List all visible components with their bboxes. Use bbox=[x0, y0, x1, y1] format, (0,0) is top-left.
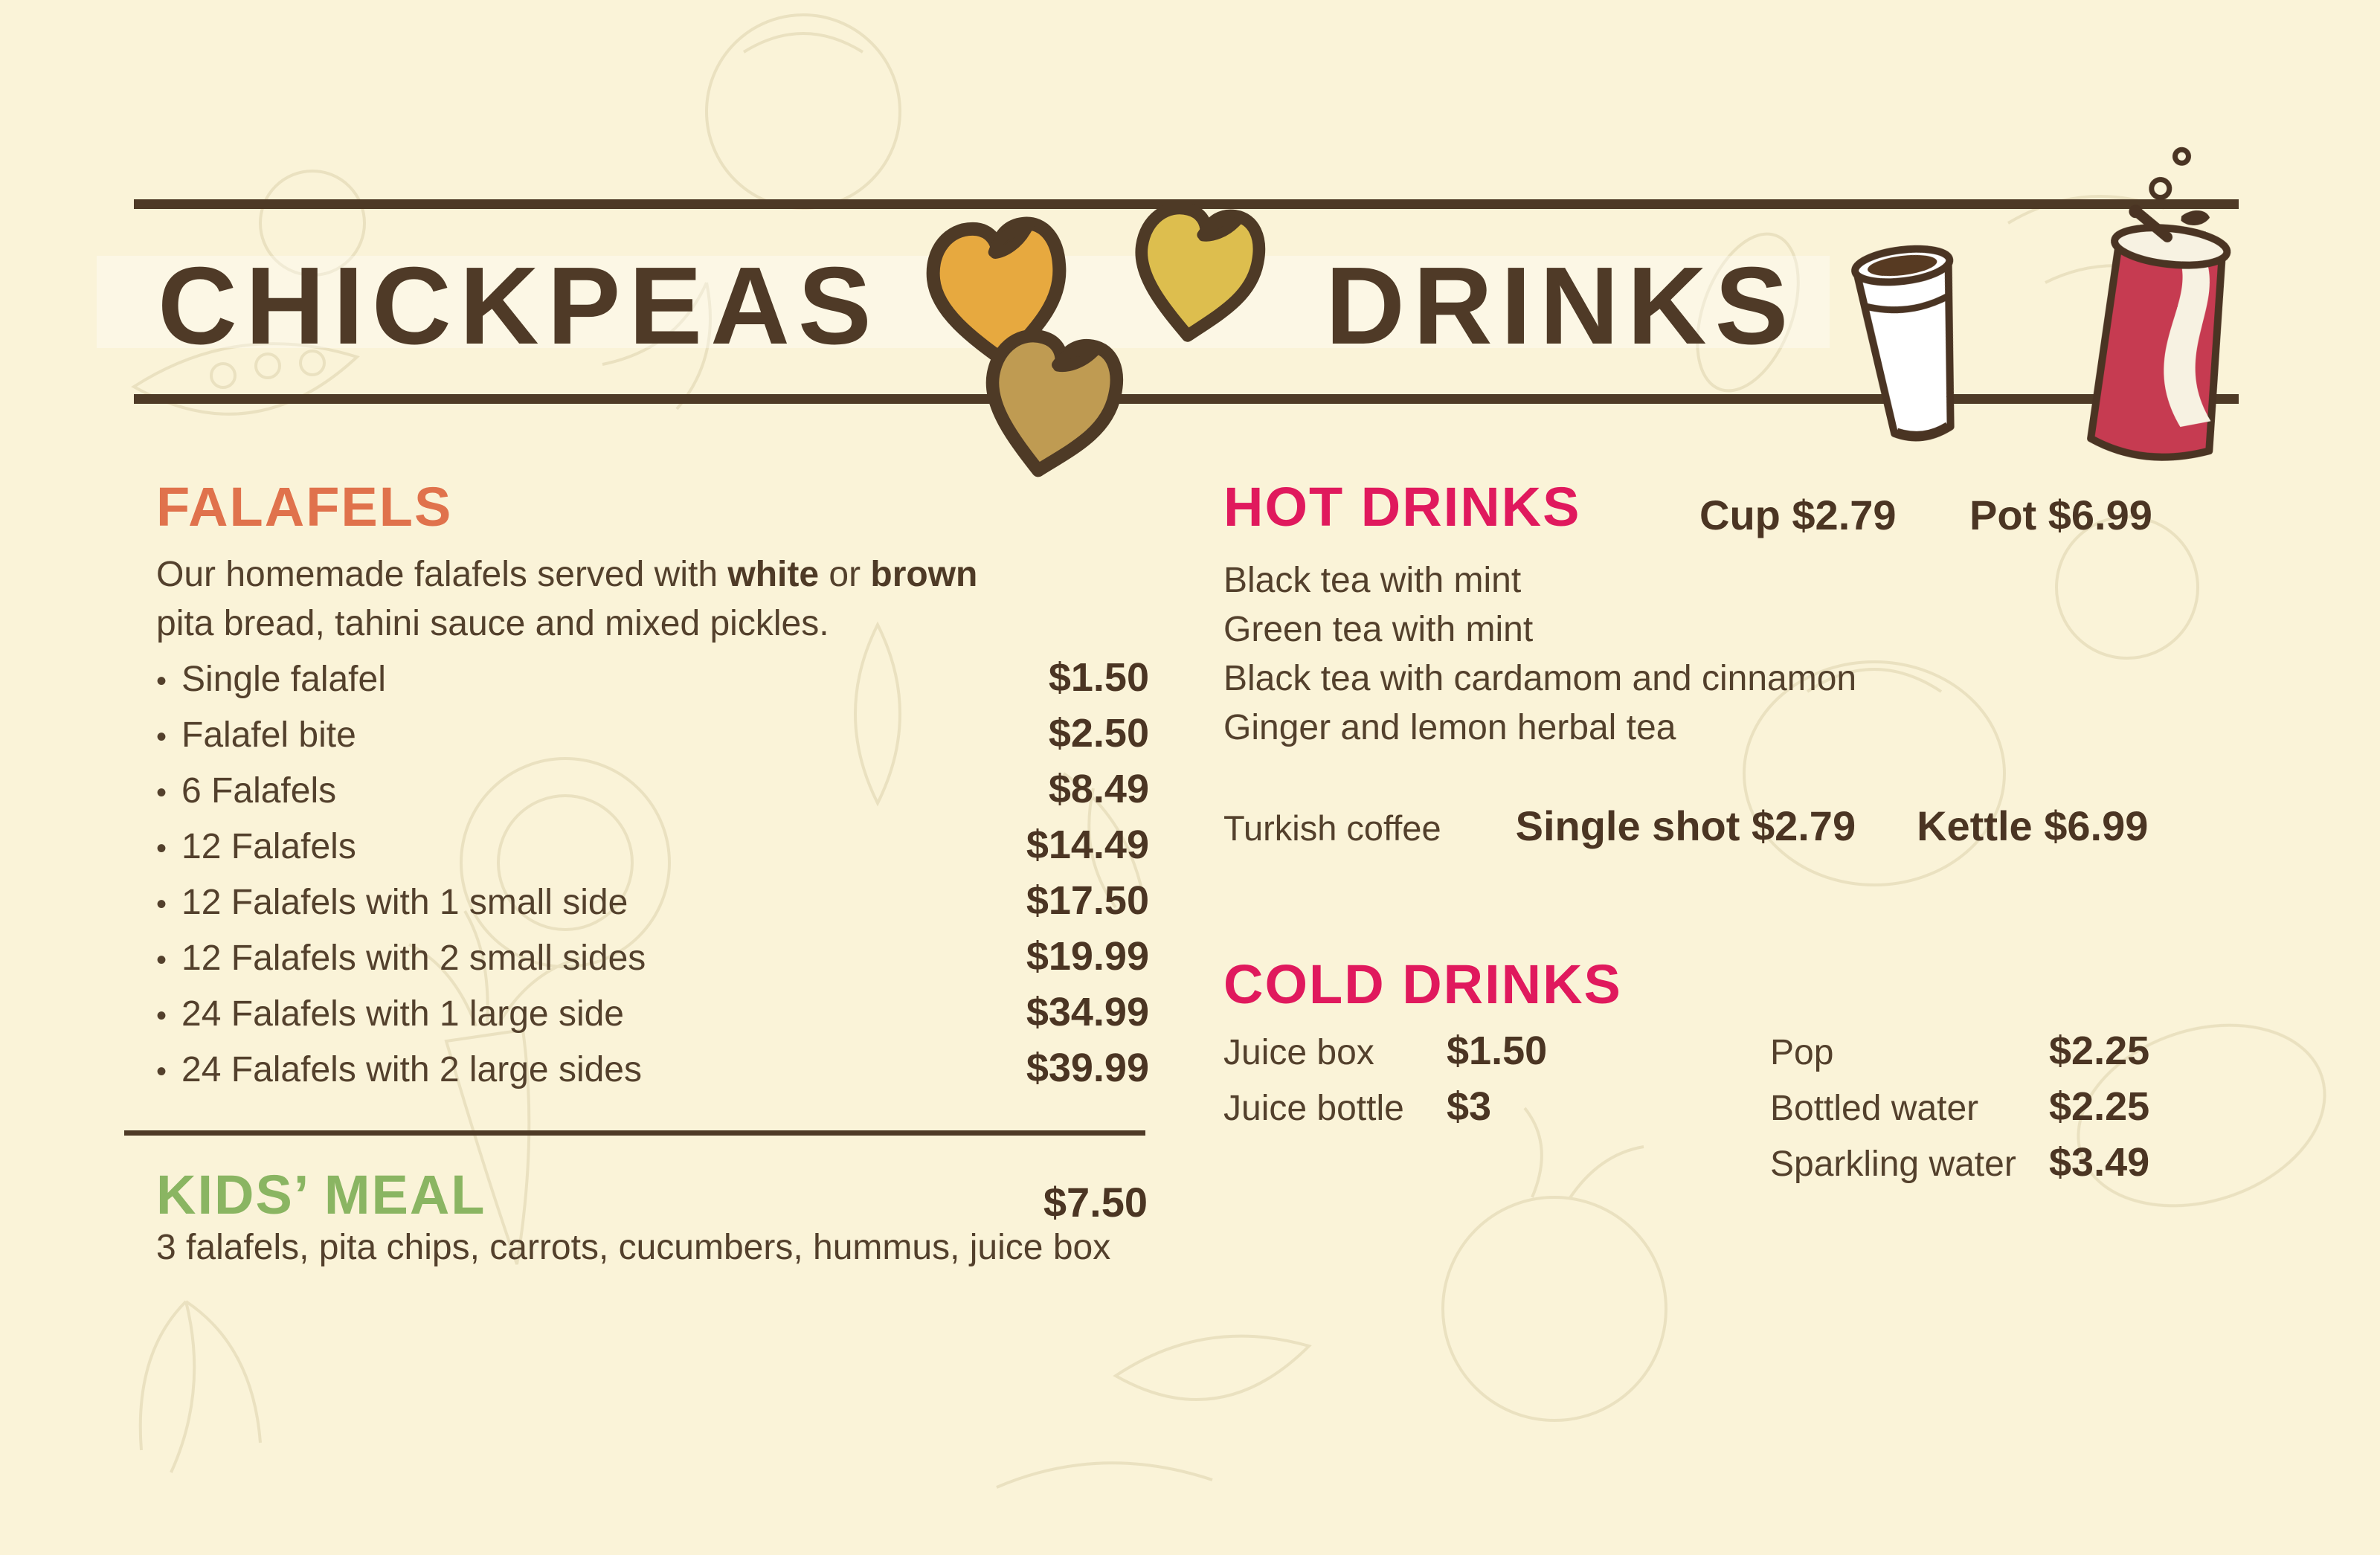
cold-drink-price: $1.50 bbox=[1447, 1028, 1548, 1073]
menu-item-label: 6 Falafels bbox=[181, 771, 337, 811]
hot-drink-item: Black tea with mint bbox=[1223, 561, 1522, 600]
coffee-cup-icon bbox=[1831, 213, 2044, 464]
bullet-icon: • bbox=[156, 999, 167, 1032]
hot-drink-item: Ginger and lemon herbal tea bbox=[1223, 708, 1676, 747]
bullet-icon: • bbox=[156, 776, 167, 809]
menu-item-row bbox=[156, 766, 1149, 822]
menu-item-label: 12 Falafels bbox=[181, 827, 356, 866]
cold-drink-label: Bottled water bbox=[1770, 1089, 1979, 1128]
bullet-icon: • bbox=[156, 721, 167, 753]
turkish-coffee-kettle-price: Kettle $6.99 bbox=[1917, 802, 2149, 849]
hot-drinks-list bbox=[1223, 556, 1856, 753]
falafels-description-bold-brown: brown bbox=[870, 555, 978, 594]
page-title-drinks: DRINKS bbox=[1325, 245, 1797, 367]
turkish-coffee-row bbox=[1223, 802, 2148, 850]
hot-drinks-pot-price: Pot $6.99 bbox=[1969, 492, 2152, 538]
menu-item-label: 12 Falafels with 2 small sides bbox=[181, 939, 646, 978]
menu-item-price: $17.50 bbox=[1026, 878, 1149, 923]
cold-drink-row bbox=[1223, 1028, 1547, 1074]
menu-item-price: $14.49 bbox=[1026, 822, 1149, 867]
menu-item-label: Single falafel bbox=[181, 660, 386, 699]
falafels-price-list bbox=[156, 654, 1149, 1101]
cold-drink-row bbox=[1223, 1084, 1491, 1130]
falafels-description-bold-white: white bbox=[727, 555, 820, 594]
turkish-coffee-single-shot-price: Single shot $2.79 bbox=[1515, 802, 1856, 849]
hot-drinks-cup-price: Cup $2.79 bbox=[1699, 492, 1897, 538]
page-title-chickpeas: CHICKPEAS bbox=[158, 245, 880, 367]
cold-drink-price: $2.25 bbox=[2049, 1084, 2150, 1129]
chickpeas-icon bbox=[892, 170, 1309, 489]
cold-drink-row bbox=[1770, 1028, 2149, 1074]
cold-drink-price: $2.25 bbox=[2049, 1028, 2150, 1073]
falafels-section-title: FALAFELS bbox=[156, 476, 453, 538]
menu-item-label: 24 Falafels with 1 large side bbox=[181, 994, 624, 1034]
cold-drinks-section-title: COLD DRINKS bbox=[1223, 953, 1622, 1015]
bullet-icon: • bbox=[156, 888, 167, 921]
menu-item-price: $39.99 bbox=[1026, 1046, 1149, 1090]
menu-item-row bbox=[156, 933, 1149, 989]
menu-item-price: $34.99 bbox=[1026, 990, 1149, 1034]
menu-item-label: 12 Falafels with 1 small side bbox=[181, 883, 628, 922]
bullet-icon: • bbox=[156, 832, 167, 865]
kids-meal-price: $7.50 bbox=[1043, 1179, 1148, 1226]
hot-drink-item: Green tea with mint bbox=[1223, 610, 1534, 649]
menu-item-label: 24 Falafels with 2 large sides bbox=[181, 1050, 642, 1089]
cold-drink-label: Sparkling water bbox=[1770, 1144, 2016, 1184]
falafels-description-text: or bbox=[819, 555, 871, 594]
cold-drink-label: Juice box bbox=[1223, 1033, 1374, 1072]
hot-drink-item: Black tea with cardamom and cinnamon bbox=[1223, 659, 1857, 698]
cold-drink-price: $3 bbox=[1447, 1084, 1492, 1129]
menu-item-row bbox=[156, 654, 1149, 710]
bullet-icon: • bbox=[156, 1055, 167, 1088]
turkish-coffee-label: Turkish coffee bbox=[1223, 808, 1441, 848]
hot-drinks-section-title: HOT DRINKS bbox=[1223, 476, 1581, 538]
cold-drink-row bbox=[1770, 1084, 2149, 1130]
cold-drink-row bbox=[1770, 1139, 2149, 1185]
cold-drink-label: Juice bottle bbox=[1223, 1089, 1404, 1128]
falafels-description-text: pita bread, tahini sauce and mixed pickles. bbox=[156, 604, 829, 643]
bullet-icon: • bbox=[156, 944, 167, 976]
menu-item-label: Falafel bite bbox=[181, 715, 356, 755]
kids-meal-section-title: KIDS’ MEAL bbox=[156, 1164, 486, 1226]
menu-item-price: $19.99 bbox=[1026, 934, 1149, 979]
cold-drink-label: Pop bbox=[1770, 1033, 1834, 1072]
menu-item-price: $8.49 bbox=[1048, 767, 1149, 811]
kids-meal-description: 3 falafels, pita chips, carrots, cucumbers, hummus, juice box bbox=[156, 1228, 1111, 1267]
cold-drink-price: $3.49 bbox=[2049, 1140, 2150, 1185]
falafels-description-text: Our homemade falafels served with bbox=[156, 555, 728, 594]
menu-item-row bbox=[156, 989, 1149, 1045]
bullet-icon: • bbox=[156, 665, 167, 698]
soda-can-icon bbox=[2065, 126, 2279, 492]
menu-item-row bbox=[156, 1045, 1149, 1101]
menu-item-price: $1.50 bbox=[1048, 655, 1149, 700]
menu-item-row bbox=[156, 710, 1149, 766]
section-divider bbox=[124, 1130, 1145, 1136]
menu-item-price: $2.50 bbox=[1048, 711, 1149, 756]
menu-item-row bbox=[156, 822, 1149, 878]
menu-item-row bbox=[156, 878, 1149, 933]
falafels-description bbox=[156, 550, 1183, 648]
